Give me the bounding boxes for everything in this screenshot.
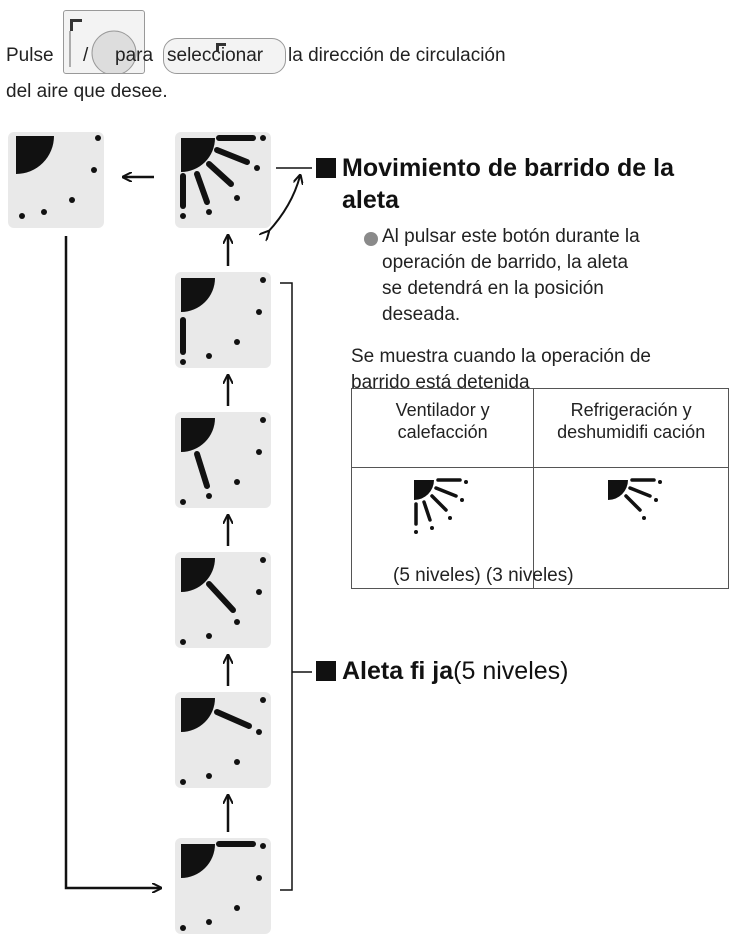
swing-bullet-line3: se detendrá en la posición	[382, 278, 604, 299]
square-bullet-icon	[316, 661, 336, 681]
table-levels-text: (5 niveles) (3 niveles)	[393, 565, 574, 586]
instruction-line2: del aire que desee.	[6, 81, 168, 102]
louver-table	[351, 388, 729, 594]
fixed-levels: (5 niveles)	[453, 657, 569, 685]
col2-line1: Refrigeración y	[570, 400, 692, 420]
swing-bullet-line1: Al pulsar este botón durante la	[382, 226, 640, 247]
table-header-cool-dry	[534, 389, 728, 467]
col1-line1: Ventilador y	[395, 400, 490, 420]
swing-bullet-line2: operación de barrido, la aleta	[382, 252, 629, 273]
square-bullet-icon	[316, 158, 336, 178]
table-header-fan-heat	[352, 389, 533, 467]
instruction-rest: la dirección de circulación	[288, 45, 506, 66]
note-line2: barrido está detenida	[351, 372, 530, 393]
swing-heading-line2: aleta	[342, 186, 399, 214]
fixed-heading	[316, 656, 568, 686]
swing-bullet-line4: deseada.	[382, 304, 461, 325]
swing-heading-line1: Movimiento de barrido de la	[342, 154, 674, 182]
bullet-dot-icon	[364, 232, 378, 246]
fixed-heading-label: Aleta fi ja	[342, 657, 454, 685]
select-button-label: seleccionar	[167, 45, 264, 66]
instruction-slash: /	[83, 45, 89, 66]
instruction-pulse: Pulse	[6, 45, 54, 66]
instruction-para: para	[115, 45, 154, 66]
note-line1: Se muestra cuando la operación de	[351, 346, 651, 367]
col1-line2: calefacción	[397, 422, 488, 442]
louver-3-levels-icon	[604, 476, 676, 532]
col2-line2: deshumidifi cación	[557, 422, 706, 442]
swing-heading	[316, 153, 674, 183]
louver-5-levels-icon	[410, 476, 482, 540]
